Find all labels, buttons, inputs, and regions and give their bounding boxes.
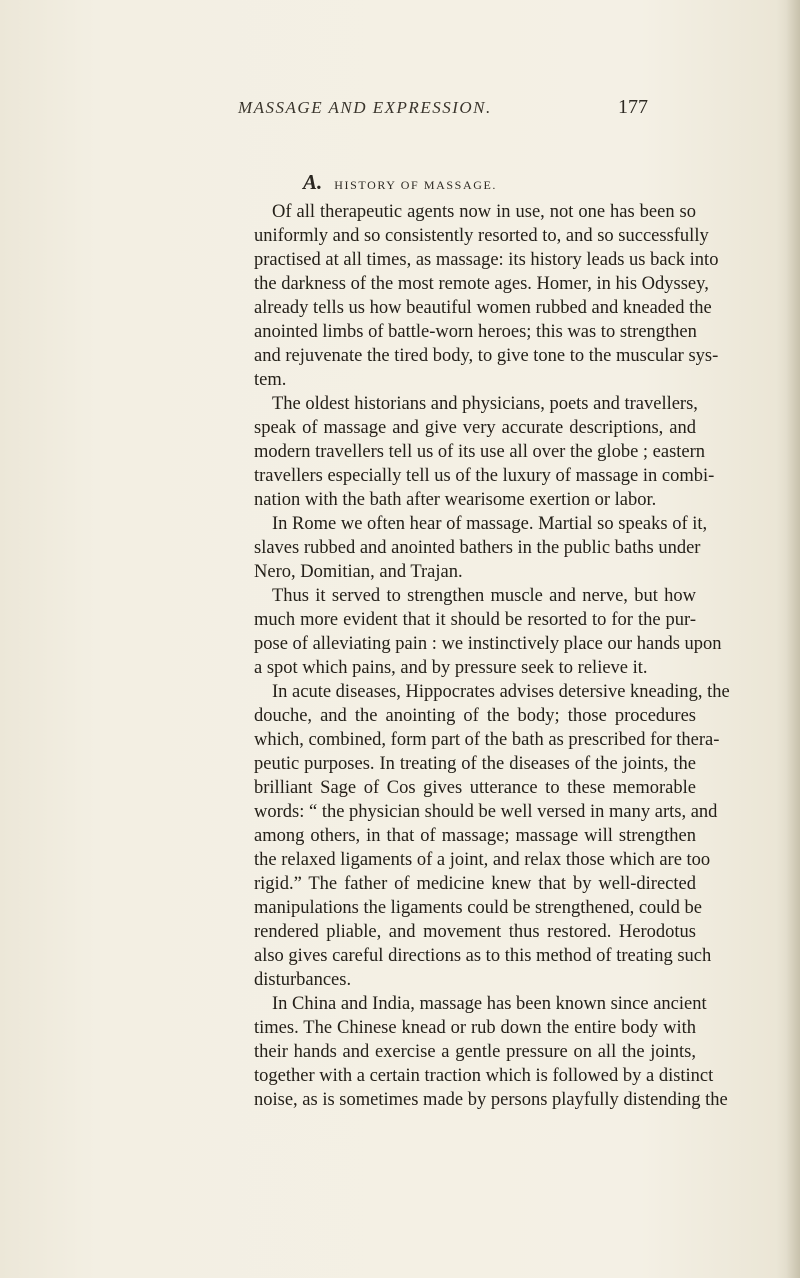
text-line: uniformly and so consistently resorted to, and so successfully (254, 226, 709, 246)
text-line: modern travellers tell us of its use all over the globe ; eastern (254, 442, 706, 462)
text-line: already tells us how beautiful women rubbed and kneaded the (254, 298, 712, 318)
text-line: tem. (254, 370, 287, 390)
text-line: The oldest historians and physicians, poets and travellers, (272, 394, 698, 414)
text-line: Nero, Domitian, and Trajan. (254, 562, 463, 582)
text-line: slaves rubbed and anointed bathers in the public baths under (254, 538, 701, 558)
text-line: a spot which pains, and by pressure seek to relieve it. (254, 658, 648, 678)
text-line: disturbances. (254, 970, 352, 990)
text-line: the relaxed ligaments of a joint, and relax those which are too (254, 850, 711, 870)
text-line: anointed limbs of battle-worn heroes; this was to strengthen (254, 322, 697, 342)
text-line: noise, as is sometimes made by persons playfully distending the (254, 1090, 728, 1110)
text-line: the darkness of the most remote ages. Homer, in his Odyssey, (254, 274, 709, 294)
text-line: manipulations the ligaments could be strengthened, could be (254, 898, 703, 918)
text-line: pose of alleviating pain : we instinctively place our hands upon (254, 634, 722, 654)
text-line: rigid.” The father of medicine knew that by well-directed (254, 874, 696, 894)
running-title: MASSAGE AND EXPRESSION. (238, 98, 492, 117)
text-line: and rejuvenate the tired body, to give tone to the muscular sys- (254, 346, 719, 366)
text-line: which, combined, form part of the bath as prescribed for thera- (254, 730, 720, 750)
text-line: together with a certain traction which is followed by a distinct (254, 1066, 714, 1086)
section-heading (0, 170, 800, 195)
text-line: In China and India, massage has been known since ancient (272, 994, 707, 1014)
text-line: times. The Chinese knead or rub down the entire body with (254, 1018, 696, 1038)
text-line: their hands and exercise a gentle pressure on all the joints, (254, 1042, 696, 1062)
page-number: 177 (618, 96, 648, 118)
text-line: words: “ the physician should be well versed in many arts, and (254, 802, 718, 822)
text-line: rendered pliable, and movement thus restored. Herodotus (254, 922, 696, 942)
text-line: practised at all times, as massage: its history leads us back into (254, 250, 719, 270)
section-title: HISTORY OF MASSAGE. (334, 178, 498, 192)
text-line: Thus it served to strengthen muscle and nerve, but how (272, 586, 696, 606)
running-head (238, 98, 648, 124)
text-line: In Rome we often hear of massage. Martial so speaks of it, (272, 514, 708, 534)
text-line: In acute diseases, Hippocrates advises detersive kneading, the (272, 682, 730, 702)
text-line: brilliant Sage of Cos gives utterance to these memorable (254, 778, 696, 798)
text-line: much more evident that it should be resorted to for the pur- (254, 610, 696, 630)
text-line: Of all therapeutic agents now in use, not one has been so (272, 202, 696, 222)
text-line: travellers especially tell us of the luxury of massage in combi- (254, 466, 715, 486)
text-line: nation with the bath after wearisome exertion or labor. (254, 490, 657, 510)
text-line: douche, and the anointing of the body; those procedures (254, 706, 696, 726)
section-letter: A. (302, 170, 323, 194)
text-line: speak of massage and give very accurate descriptions, and (254, 418, 696, 438)
text-line: also gives careful directions as to this method of treating such (254, 946, 712, 966)
text-line: among others, in that of massage; massage will strengthen (254, 826, 696, 846)
text-line: peutic purposes. In treating of the diseases of the joints, the (254, 754, 696, 774)
